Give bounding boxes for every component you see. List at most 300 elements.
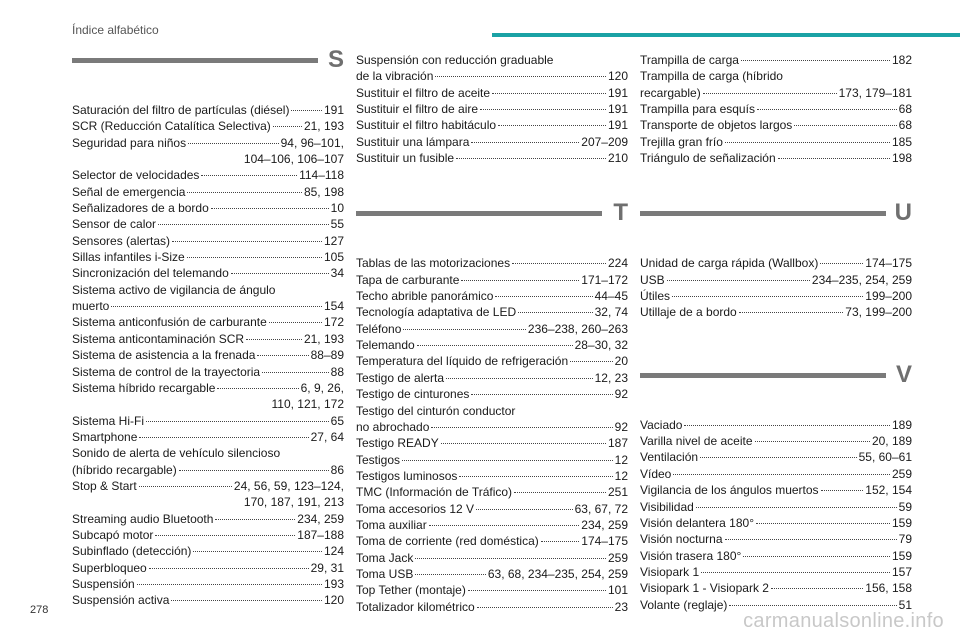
entry-term: Testigo del cinturón conductor (356, 403, 516, 418)
section-header-s (72, 46, 344, 102)
dot-leader (541, 541, 580, 542)
entry-line (356, 501, 628, 517)
index-entry (72, 102, 344, 118)
entry-pages: 154 (323, 299, 344, 314)
entry-term: Tablas de las motorizaciones (356, 256, 511, 271)
entry-pages: 191 (607, 102, 628, 117)
entry-pages: 51 (898, 597, 912, 612)
dot-leader (262, 372, 329, 373)
entry-line (356, 484, 628, 500)
entry-term: Stop & Start (72, 478, 137, 493)
index-entry-list (356, 255, 628, 615)
dot-leader (402, 460, 613, 461)
entry-term: Testigos (356, 452, 401, 467)
entry-line (640, 466, 912, 482)
dot-leader (771, 588, 863, 589)
dot-leader (456, 158, 606, 159)
entry-term: Toma accesorios 12 V (356, 501, 475, 516)
index-entry (640, 417, 912, 433)
entry-line (72, 527, 344, 543)
entry-line (72, 364, 344, 380)
dot-leader (794, 125, 896, 126)
index-entry (72, 118, 344, 134)
dot-leader (187, 257, 322, 258)
index-entry (356, 550, 628, 566)
entry-pages: 68 (898, 102, 912, 117)
entry-line (356, 321, 628, 337)
entry-term: Tecnología adaptativa de LED (356, 305, 517, 320)
index-entry-list (640, 417, 912, 613)
entry-pages: 94, 96–101, (280, 135, 344, 150)
dot-leader (741, 60, 890, 61)
entry-line (356, 468, 628, 484)
index-entry (72, 167, 344, 183)
entry-line (72, 314, 344, 330)
entry-pages: 63, 68, 234–235, 254, 259 (487, 566, 628, 581)
entry-term: Smartphone (72, 429, 138, 444)
entry-pages: 29, 31 (310, 560, 344, 575)
entry-pages: 44–45 (594, 289, 628, 304)
entry-pages: 171–172 (581, 272, 628, 287)
entry-line (72, 233, 344, 249)
index-entry (640, 288, 912, 304)
section-header-v (640, 360, 912, 417)
entry-term: recargable) (640, 85, 701, 100)
dot-leader (172, 241, 322, 242)
entry-pages: 210 (607, 151, 628, 166)
dot-leader (477, 607, 613, 608)
entry-line (356, 419, 628, 435)
section-header-t (356, 199, 628, 255)
entry-pages: 159 (891, 515, 912, 530)
entry-term: no abrochado (356, 419, 430, 434)
entry-pages: 191 (607, 85, 628, 100)
entry-line (356, 517, 628, 533)
entry-line (72, 380, 344, 396)
entry-pages-continued: 170, 187, 191, 213 (243, 495, 344, 510)
entry-term: SCR (Reducción Catalítica Selectiva) (72, 119, 271, 134)
entry-line (72, 265, 344, 281)
entry-pages: 120 (607, 69, 628, 84)
entry-pages: 12, 23 (594, 370, 628, 385)
entry-line (72, 331, 344, 347)
entry-line (640, 499, 912, 515)
entry-line (640, 515, 912, 531)
entry-term: Señalizadores de a bordo (72, 201, 209, 216)
dot-leader (441, 443, 606, 444)
entry-pages: 199–200 (865, 289, 912, 304)
entry-line (72, 511, 344, 527)
entry-term: Tapa de carburante (356, 272, 460, 287)
index-entry (356, 582, 628, 598)
header-title: Índice alfabético (72, 23, 159, 37)
entry-term: Sistema de asistencia a la frenada (72, 348, 256, 363)
entry-term: Sistema activo de vigilancia de ángulo (72, 282, 276, 297)
index-entry (356, 117, 628, 133)
entry-line (356, 255, 628, 271)
entry-line (72, 298, 344, 314)
dot-leader (446, 378, 593, 379)
index-column-3 (640, 52, 912, 613)
entry-line (356, 435, 628, 451)
entry-pages: 59 (898, 499, 912, 514)
entry-pages: 85, 198 (303, 184, 344, 199)
entry-line (640, 101, 912, 117)
entry-term: Sistema anticonfusión de carburante (72, 315, 267, 330)
dot-leader (821, 490, 864, 491)
index-entry (640, 548, 912, 564)
dot-leader (188, 143, 279, 144)
entry-pages: 88 (330, 364, 344, 379)
index-entry (72, 576, 344, 592)
dot-leader (756, 523, 890, 524)
entry-pages: 55 (330, 217, 344, 232)
entry-pages: 174–175 (581, 534, 628, 549)
section-rule (356, 211, 602, 216)
dot-leader (137, 584, 322, 585)
dot-leader (743, 556, 890, 557)
entry-term: Ventilación (640, 450, 699, 465)
section-rule (72, 58, 318, 63)
index-entry (640, 117, 912, 133)
index-entry (356, 452, 628, 468)
entry-term: Suspensión con reducción graduable (356, 53, 554, 67)
entry-line (640, 52, 912, 68)
index-entry (356, 272, 628, 288)
index-entry (72, 135, 344, 168)
index-entry (72, 331, 344, 347)
dot-leader (512, 263, 606, 264)
entry-pages: 234, 259 (581, 517, 628, 532)
dot-leader (570, 361, 613, 362)
entry-pages: 120 (323, 593, 344, 608)
entry-term: Saturación del filtro de partículas (diésel) (72, 103, 290, 117)
index-entry (640, 499, 912, 515)
entry-term: Telemando (356, 338, 415, 353)
index-entry (72, 200, 344, 216)
index-entry (640, 255, 912, 271)
index-entry (356, 533, 628, 549)
index-entry-list (356, 52, 628, 166)
entry-line (72, 200, 344, 216)
index-entry (72, 429, 344, 445)
entry-term: Testigos luminosos (356, 468, 458, 483)
index-entry (640, 304, 912, 320)
dot-leader (211, 208, 329, 209)
index-entry (640, 580, 912, 596)
index-entry (72, 527, 344, 543)
index-entry (640, 272, 912, 288)
dot-leader (146, 421, 329, 422)
entry-term: Totalizador kilométrico (356, 599, 475, 614)
dot-leader (518, 312, 593, 313)
section-rule (640, 373, 886, 378)
index-entry (72, 413, 344, 429)
entry-term: Techo abrible panorámico (356, 289, 494, 304)
index-entry (356, 403, 628, 436)
dot-leader (139, 486, 232, 487)
entry-term: Sistema anticontaminación SCR (72, 331, 245, 346)
entry-pages: 86 (330, 462, 344, 477)
index-entry (72, 592, 344, 608)
dot-leader (415, 558, 606, 559)
entry-term: Vigilancia de los ángulos muertos (640, 483, 819, 498)
entry-line (356, 370, 628, 386)
dot-leader (269, 322, 322, 323)
entry-pages: 193 (323, 576, 344, 591)
entry-pages: 32, 74 (594, 305, 628, 320)
entry-term: Sustituir el filtro de aire (356, 102, 479, 117)
index-entry (356, 386, 628, 402)
entry-line (356, 288, 628, 304)
section-letter: T (613, 199, 628, 227)
index-entry (72, 265, 344, 281)
index-entry (356, 337, 628, 353)
entry-term: Visión trasera 180° (640, 548, 742, 563)
entry-term: Visiopark 1 - Visiopark 2 (640, 581, 769, 596)
dot-leader (700, 457, 857, 458)
dot-leader (155, 535, 295, 536)
dot-leader (257, 355, 308, 356)
entry-line (72, 184, 344, 200)
entry-pages: 127 (323, 233, 344, 248)
entry-term: Selector de velocidades (72, 168, 200, 183)
dot-leader (158, 224, 329, 225)
dot-leader (179, 470, 329, 471)
entry-line (72, 543, 344, 559)
entry-pages: 191 (607, 118, 628, 133)
entry-term: Sonido de alerta de vehículo silencioso (72, 446, 281, 461)
index-entry (356, 150, 628, 166)
index-entry (640, 433, 912, 449)
index-entry (356, 52, 628, 85)
entry-line (640, 449, 912, 465)
dot-leader (755, 441, 870, 442)
entry-line (640, 433, 912, 449)
index-entry (356, 566, 628, 582)
entry-pages: 105 (323, 250, 344, 265)
entry-pages: 236–238, 260–263 (527, 321, 628, 336)
entry-pages: 157 (891, 564, 912, 579)
entry-pages: 174–175 (865, 256, 912, 271)
entry-term: Top Tether (montaje) (356, 583, 466, 598)
dot-leader (201, 175, 297, 176)
dot-leader (111, 306, 322, 307)
dot-leader (429, 525, 580, 526)
entry-term: Sistema Hi-Fi (72, 413, 145, 428)
entry-pages: 79 (898, 532, 912, 547)
entry-line (356, 550, 628, 566)
entry-pages: 173, 179–181 (838, 85, 912, 100)
entry-line (640, 85, 912, 101)
entry-term: Visión nocturna (640, 532, 723, 547)
entry-line (72, 118, 344, 134)
entry-line (356, 68, 628, 84)
entry-term: Varilla nivel de aceite (640, 434, 753, 449)
page-number: 278 (30, 604, 49, 616)
entry-pages: 259 (607, 550, 628, 565)
index-entry (356, 501, 628, 517)
header-accent-bar (492, 33, 960, 37)
index-entry (640, 531, 912, 547)
entry-term: Superbloqueo (72, 560, 147, 575)
dot-leader (435, 76, 606, 77)
index-entry (356, 370, 628, 386)
entry-pages: 34 (330, 266, 344, 281)
entry-term: Testigo READY (356, 436, 439, 451)
index-entry (356, 517, 628, 533)
entry-term: Vaciado (640, 417, 683, 432)
entry-pages: 27, 64 (310, 429, 344, 444)
index-entry-list (72, 102, 344, 609)
entry-line (72, 560, 344, 576)
entry-term: Suspensión activa (72, 593, 170, 608)
index-column-1 (72, 46, 344, 609)
dot-leader (171, 600, 322, 601)
entry-line (72, 249, 344, 265)
entry-term: Temperatura del líquido de refrigeración (356, 354, 569, 369)
index-entry (356, 288, 628, 304)
entry-pages: 20, 189 (871, 434, 912, 449)
entry-line (356, 337, 628, 353)
index-entry (72, 314, 344, 330)
entry-term: de la vibración (356, 69, 434, 84)
entry-pages: 23 (614, 599, 628, 614)
entry-pages: 191 (323, 103, 344, 117)
entry-line (356, 272, 628, 288)
dot-leader (149, 568, 309, 569)
entry-term: Sensores (alertas) (72, 233, 171, 248)
dot-leader (471, 142, 579, 143)
entry-pages: 28–30, 32 (574, 338, 628, 353)
entry-line (356, 117, 628, 133)
index-entry (72, 216, 344, 232)
entry-term: Sustituir una lámpara (356, 134, 470, 149)
entry-line (72, 576, 344, 592)
entry-pages: 68 (898, 118, 912, 133)
entry-term: Unidad de carga rápida (Wallbox) (640, 256, 819, 271)
dot-leader (696, 507, 897, 508)
dot-leader (403, 329, 526, 330)
dot-leader (415, 574, 486, 575)
entry-pages: 198 (891, 151, 912, 166)
entry-pages: 21, 193 (303, 331, 344, 346)
entry-pages: 172 (323, 315, 344, 330)
dot-leader (417, 345, 573, 346)
entry-line (72, 413, 344, 429)
dot-leader (476, 509, 573, 510)
entry-line (356, 582, 628, 598)
entry-term: USB (640, 272, 665, 287)
dot-leader (291, 110, 322, 111)
entry-line (356, 134, 628, 150)
index-entry (72, 282, 344, 315)
dot-leader (757, 109, 897, 110)
index-entry (356, 435, 628, 451)
entry-line (356, 304, 628, 320)
index-column-2 (356, 52, 628, 615)
entry-line (640, 150, 912, 166)
entry-pages: 159 (891, 548, 912, 563)
entry-term: Sillas infantiles i-Size (72, 250, 185, 265)
index-entry (356, 484, 628, 500)
dot-leader (273, 126, 302, 127)
entry-term: Suspensión (72, 576, 135, 591)
entry-pages: 10 (330, 201, 344, 216)
dot-leader (187, 192, 302, 193)
index-entry (640, 52, 912, 68)
dot-leader (684, 425, 889, 426)
dot-leader (725, 142, 890, 143)
entry-line (640, 134, 912, 150)
entry-term: Sustituir un fusible (356, 151, 455, 166)
index-entry (72, 233, 344, 249)
entry-term: Subcapó motor (72, 527, 154, 542)
dot-leader (725, 539, 897, 540)
index-entry (72, 380, 344, 413)
dot-leader (461, 280, 579, 281)
entry-pages: 20 (614, 354, 628, 369)
entry-pages: 187 (607, 436, 628, 451)
entry-term: Útiles (640, 289, 671, 304)
section-letter: S (327, 46, 344, 73)
entry-line (356, 353, 628, 369)
entry-pages: 92 (614, 387, 628, 402)
entry-line (640, 417, 912, 433)
entry-term: Toma auxiliar (356, 517, 427, 532)
entry-term: Trampilla de carga (híbrido (640, 69, 783, 84)
entry-term: Vídeo (640, 466, 672, 481)
entry-term: Utillaje de a bordo (640, 305, 737, 320)
index-entry (356, 134, 628, 150)
section-rule (640, 211, 886, 216)
dot-leader (495, 296, 592, 297)
entry-line (72, 462, 344, 478)
index-entry (356, 353, 628, 369)
entry-term: Volante (reglaje) (640, 597, 728, 612)
entry-pages: 182 (891, 53, 912, 67)
entry-line (356, 85, 628, 101)
dot-leader (139, 437, 308, 438)
index-entry-list (640, 52, 912, 166)
index-entry (72, 543, 344, 559)
entry-term: TMC (Información de Tráfico) (356, 485, 513, 500)
entry-term: Sistema híbrido recargable (72, 380, 216, 395)
index-entry (640, 515, 912, 531)
entry-pages: 189 (891, 417, 912, 432)
entry-line (640, 580, 912, 596)
section-header-u (640, 199, 912, 255)
index-entry (72, 347, 344, 363)
entry-pages: 114–118 (299, 168, 344, 183)
entry-line (356, 599, 628, 615)
index-entry (640, 101, 912, 117)
index-entry (640, 564, 912, 580)
dot-leader (246, 339, 302, 340)
entry-term: Trejilla gran frío (640, 134, 723, 149)
dot-leader (431, 427, 612, 428)
entry-line (640, 255, 912, 271)
dot-leader (471, 394, 612, 395)
entry-line (640, 272, 912, 288)
index-entry (72, 249, 344, 265)
entry-pages: 156, 158 (865, 581, 912, 596)
dot-leader (492, 93, 606, 94)
index-entry (356, 255, 628, 271)
entry-pages: 251 (607, 485, 628, 500)
entry-line (640, 288, 912, 304)
section-letter: V (895, 360, 912, 388)
